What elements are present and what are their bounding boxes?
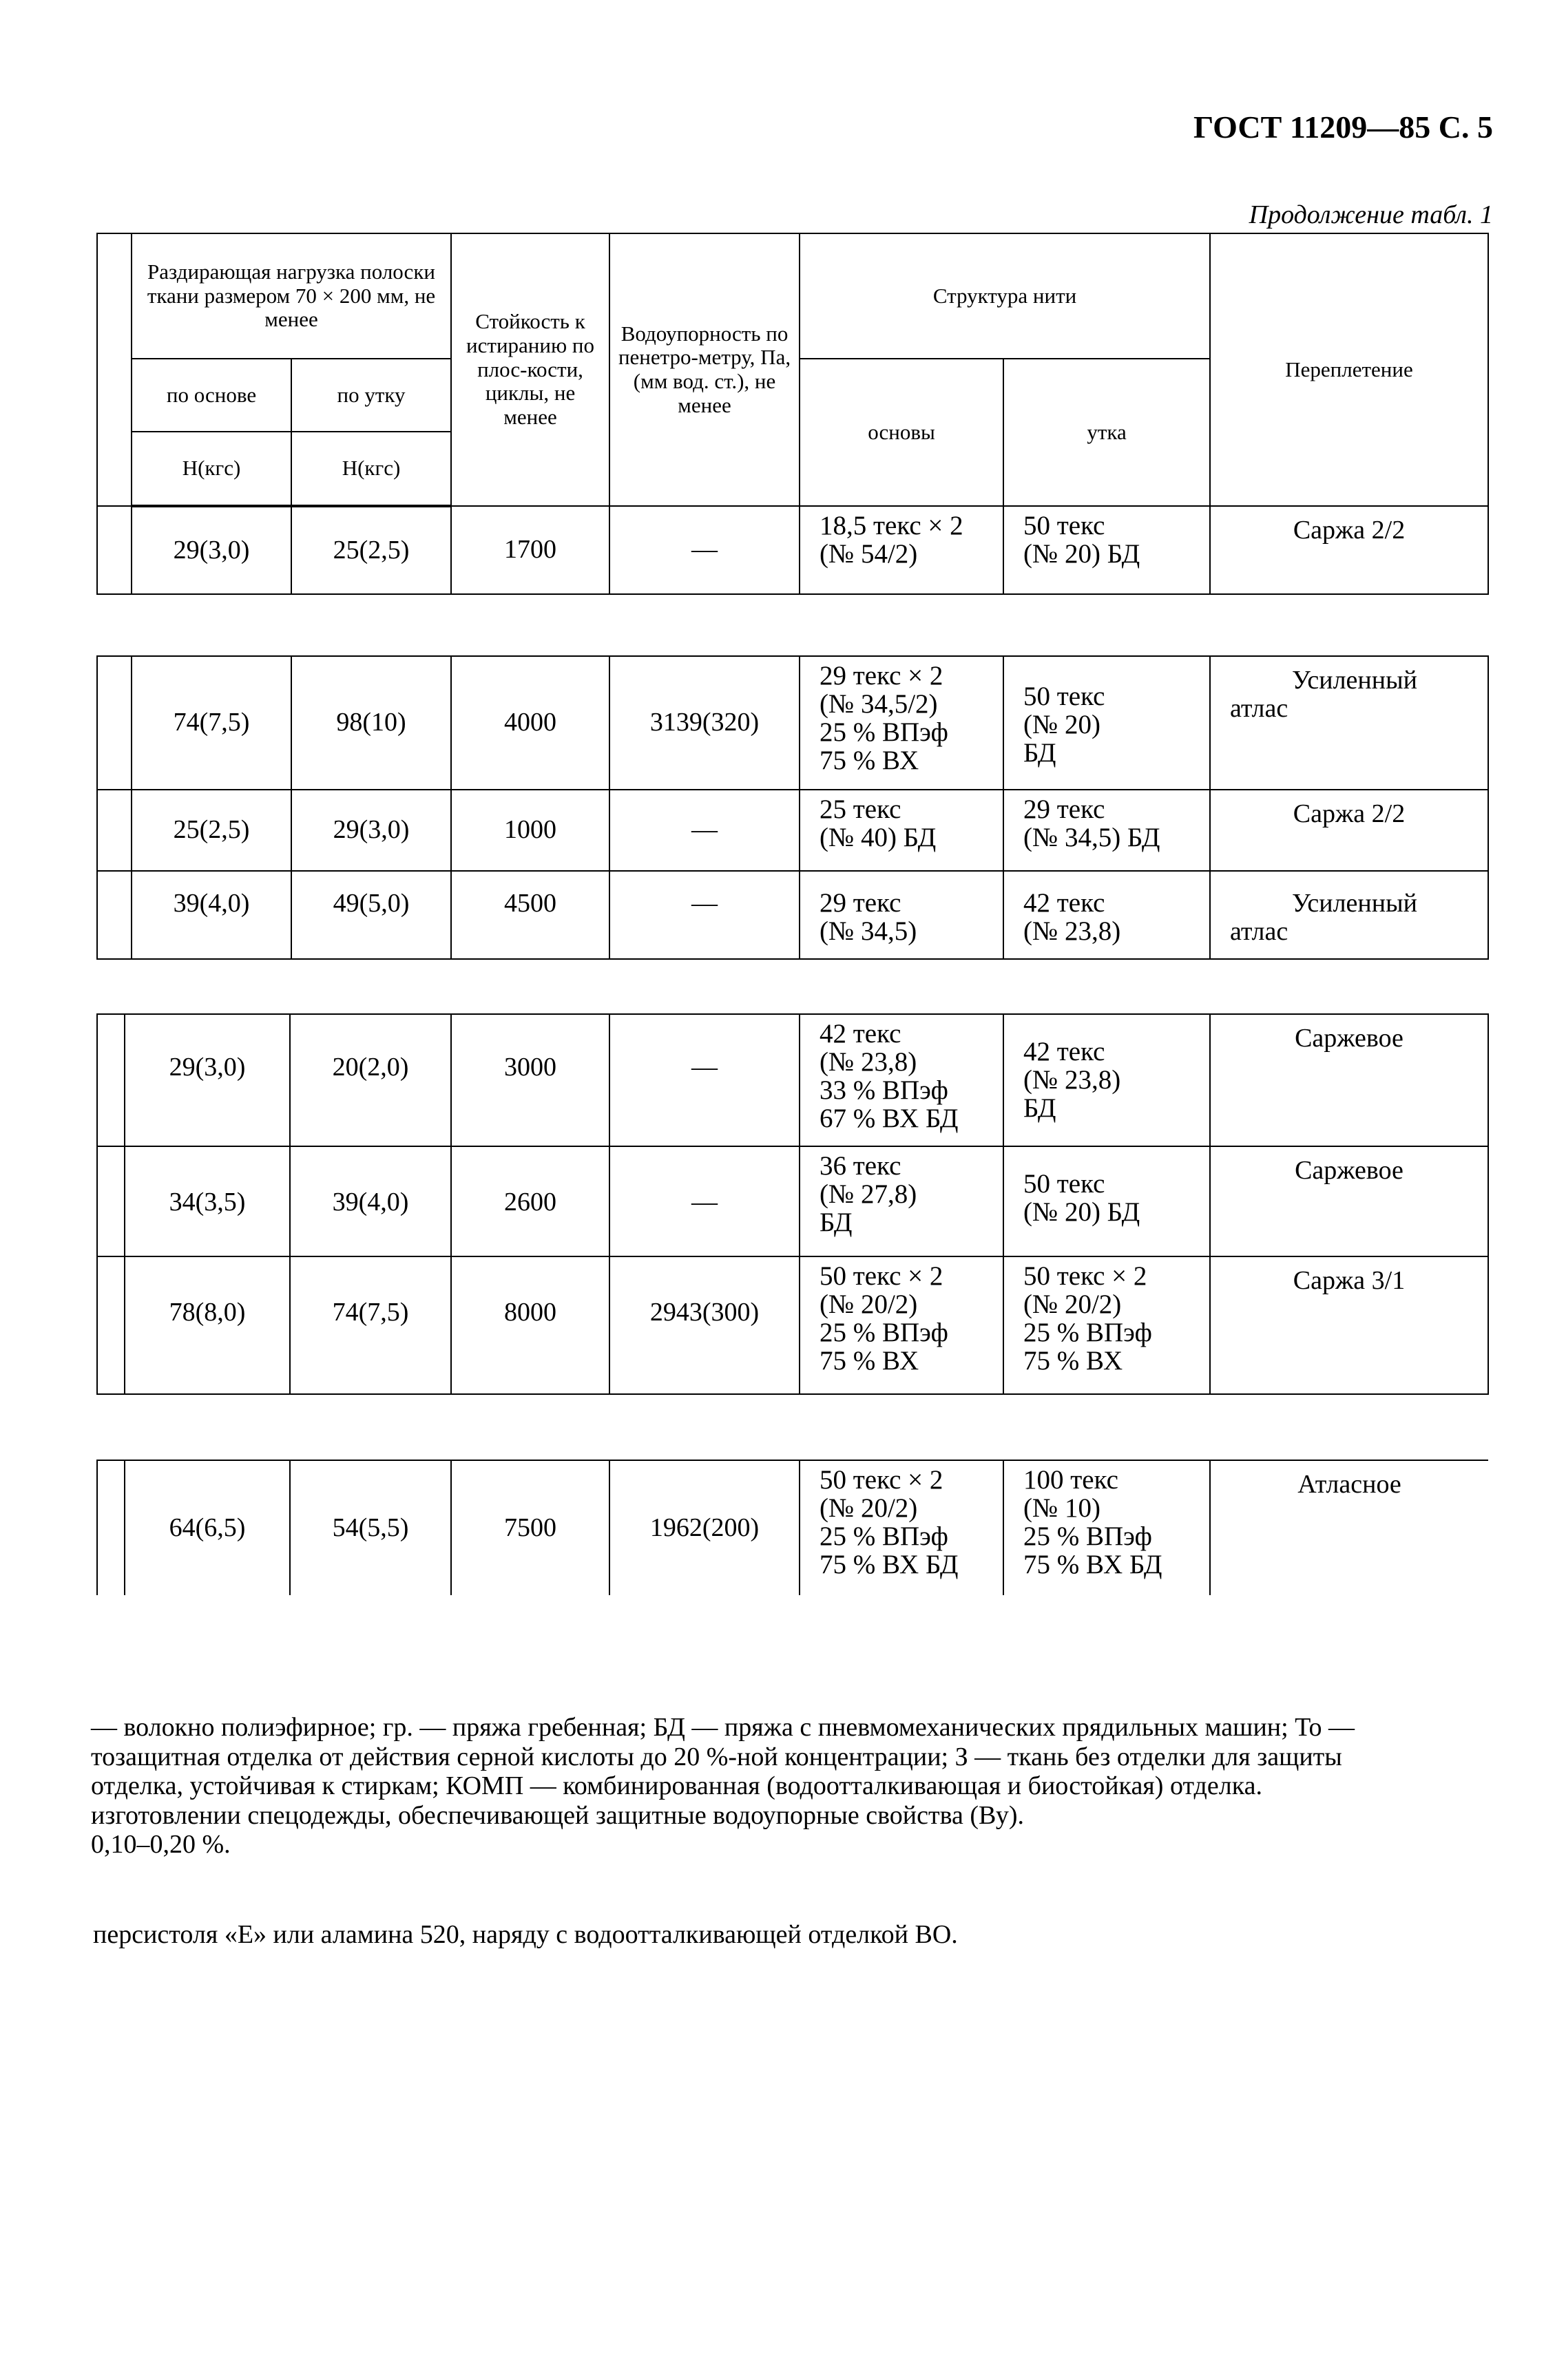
cell-yarn-warp: 25 текс (№ 40) БД <box>800 790 1003 871</box>
cell-water: 1962(200) <box>609 1460 800 1595</box>
page-header: ГОСТ 11209—85 С. 5 <box>1193 109 1493 145</box>
cell-weave: Саржа 2/2 <box>1210 506 1488 594</box>
table-row <box>97 1256 1488 1394</box>
col-empty <box>97 233 132 506</box>
cell-weft: 54(5,5) <box>290 1460 451 1595</box>
table-section-2 <box>96 655 1488 960</box>
note-line: — волокно полиэфирное; гр. — пряжа гребенная; БД — пряжа с пневмомеханических прядильных машин; То — <box>91 1713 1355 1742</box>
cell-warp: 78(8,0) <box>125 1256 290 1394</box>
cell-warp: 29(3,0) <box>132 506 291 594</box>
cell-warp: 25(2,5) <box>132 790 291 871</box>
cell-weave: Усиленный атлас <box>1210 656 1488 790</box>
cell-yarn-warp: 42 текс (№ 23,8) 33 % ВПэф 67 % ВХ БД <box>800 1014 1003 1146</box>
table-row <box>97 656 1488 790</box>
cell-water: — <box>609 871 800 959</box>
cell-yarn-weft: 50 текс × 2 (№ 20/2) 25 % ВПэф 75 % ВХ <box>1003 1256 1210 1394</box>
cell-water: 3139(320) <box>609 656 800 790</box>
table-row <box>97 790 1488 871</box>
cell-weave: Усиленный атлас <box>1210 871 1488 959</box>
cell-water: 2943(300) <box>609 1256 800 1394</box>
note-line: 0,10–0,20 %. <box>91 1830 231 1860</box>
cell-water: — <box>609 790 800 871</box>
cell-abrasion: 2600 <box>451 1146 609 1256</box>
cell-weave: Саржевое <box>1210 1014 1488 1146</box>
spec-table <box>96 233 1489 595</box>
table-section-4 <box>96 1460 1488 1595</box>
cell-warp: 29(3,0) <box>125 1014 290 1146</box>
cell-abrasion: 7500 <box>451 1460 609 1595</box>
cell-yarn-weft: 42 текс (№ 23,8) БД <box>1003 1014 1210 1146</box>
cell-weft: 25(2,5) <box>291 506 451 594</box>
cell-yarn-warp: 18,5 текс × 2 (№ 54/2) <box>800 506 1003 594</box>
note-line: изготовлении спецодежды, обеспечивающей защитные водоупорные свойства (Ву). <box>91 1800 1025 1830</box>
table-row <box>97 1460 1488 1595</box>
cell-yarn-warp: 50 текс × 2 (№ 20/2) 25 % ВПэф 75 % ВХ БД <box>800 1460 1003 1595</box>
table-notes <box>91 1713 1496 1860</box>
cell-weave: Саржа 3/1 <box>1210 1256 1488 1394</box>
cell-abrasion: 8000 <box>451 1256 609 1394</box>
cell-abrasion: 1700 <box>451 506 609 594</box>
cell-abrasion: 3000 <box>451 1014 609 1146</box>
cell-yarn-weft: 100 текс (№ 10) 25 % ВПэф 75 % ВХ БД <box>1003 1460 1210 1595</box>
col-warp: по основе <box>132 359 291 432</box>
cell-weave: Атласное <box>1210 1460 1488 1595</box>
col-abrasion: Стойкость к истиранию по плос-кости, циклы, не менее <box>451 233 609 506</box>
cell-abrasion: 4500 <box>451 871 609 959</box>
unit-weft: Н(кгс) <box>291 432 451 506</box>
cell-warp: 64(6,5) <box>125 1460 290 1595</box>
col-weave: Переплетение <box>1210 233 1488 506</box>
cell-yarn-weft: 50 текс (№ 20) БД <box>1003 656 1210 790</box>
cell-weave: Саржа 2/2 <box>1210 790 1488 871</box>
table-row <box>97 1146 1488 1256</box>
note-line: тозащитная отделка от действия серной кислоты до 20 %-ной концентрации; З — ткань без отделки для защиты <box>91 1742 1342 1771</box>
col-str-warp: основы <box>800 359 1003 506</box>
cell-weft: 29(3,0) <box>291 790 451 871</box>
cell-abrasion: 4000 <box>451 656 609 790</box>
table-row <box>97 1014 1488 1146</box>
col-weft: по утку <box>291 359 451 432</box>
cell-weft: 98(10) <box>291 656 451 790</box>
cell-yarn-weft: 29 текс (№ 34,5) БД <box>1003 790 1210 871</box>
cell-yarn-weft: 42 текс (№ 23,8) <box>1003 871 1210 959</box>
col-water: Водоупорность по пенетро-метру, Па, (мм вод. ст.), не менее <box>609 233 800 506</box>
cell-warp: 74(7,5) <box>132 656 291 790</box>
col-tear-load: Раздирающая нагрузка полоски ткани размером 70 × 200 мм, не менее <box>132 233 451 359</box>
cell-yarn-warp: 36 текс (№ 27,8) БД <box>800 1146 1003 1256</box>
cell-weave: Саржевое <box>1210 1146 1488 1256</box>
cell-weft: 74(7,5) <box>290 1256 451 1394</box>
cell-water: — <box>609 506 800 594</box>
cell-abrasion: 1000 <box>451 790 609 871</box>
cell-yarn-warp: 29 текс (№ 34,5) <box>800 871 1003 959</box>
cell-yarn-weft: 50 текс (№ 20) БД <box>1003 1146 1210 1256</box>
cell-warp: 34(3,5) <box>125 1146 290 1256</box>
col-str-weft: утка <box>1003 359 1210 506</box>
note-line: отделка, устойчивая к стиркам; КОМП — комбинированная (водоотталкивающая и биостойкая) отделка. <box>91 1771 1262 1801</box>
cell-weft: 49(5,0) <box>291 871 451 959</box>
cell-yarn-warp: 50 текс × 2 (№ 20/2) 25 % ВПэф 75 % ВХ <box>800 1256 1003 1394</box>
table-row <box>97 506 1488 594</box>
table-continuation: Продолжение табл. 1 <box>1249 200 1493 229</box>
cell-water: — <box>609 1014 800 1146</box>
table-section-1 <box>96 233 1488 595</box>
table-section-3 <box>96 1013 1488 1395</box>
cell-yarn-warp: 29 текс × 2 (№ 34,5/2) 25 % ВПэф 75 % ВХ <box>800 656 1003 790</box>
cell-water: — <box>609 1146 800 1256</box>
cell-warp: 39(4,0) <box>132 871 291 959</box>
col-structure: Структура нити <box>800 233 1210 359</box>
cell-weft: 39(4,0) <box>290 1146 451 1256</box>
unit-warp: Н(кгс) <box>132 432 291 506</box>
footnote-text: персистоля «Е» или аламина 520, наряду с водоотталкивающей отделкой ВО. <box>93 1920 958 1949</box>
cell-yarn-weft: 50 текс (№ 20) БД <box>1003 506 1210 594</box>
table-row <box>97 871 1488 959</box>
cell-weft: 20(2,0) <box>290 1014 451 1146</box>
